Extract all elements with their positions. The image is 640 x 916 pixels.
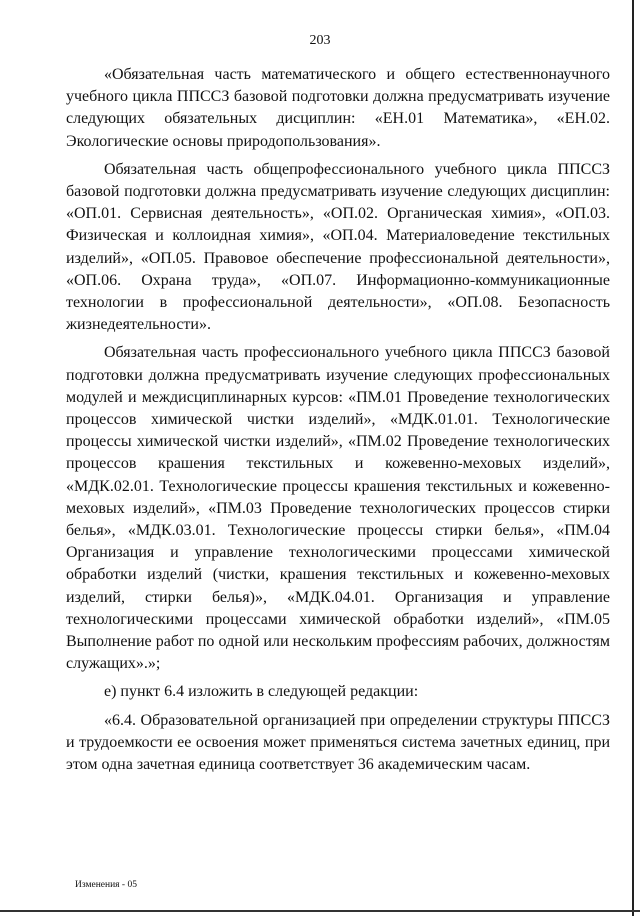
footer-note: Изменения - 05 [75,880,137,890]
body-text [66,64,610,776]
paragraph-general-professional-cycle: Обязательная часть общепрофессионального учебного цикла ППССЗ базовой подготовки должна предусматривать изучение следующих дисциплин: «ОП.01. Сервисная деятельность», «ОП.02. Органическая химия», «ОП.03. Физическая и коллоидная химия», «ОП.04. Материаловедение текстильных изделий», «ОП.05. Правовое обеспечение профессиональной деятельности», «ОП.06. Охрана труда», «ОП.07. Информационно-коммуникационные технологии в профессиональной деятельности», «ОП.08. Безопасность жизнедеятельности». [66,160,610,334]
paragraph-natural-science-cycle: «Обязательная часть математического и общего естественнонаучного учебного цикла ППССЗ базовой подготовки должна предусматривать изучение следующих обязательных дисциплин: «ЕН.01 Математика», «ЕН.02. Экологические основы природопользования». [66,66,610,150]
paragraph-clause-6-4: «6.4. Образовательной организацией при определении структуры ППССЗ и трудоемкости ее освоения может применяться система зачетных единиц, при этом одна зачетная единица соответствует 36 академическим часам. [66,711,610,774]
scan-edge-bottom [0,910,640,912]
scan-edge-right [632,0,634,916]
paragraph-professional-cycle: Обязательная часть профессионального учебного цикла ППССЗ базовой подготовки должна предусматривать изучение следующих профессиональных модулей и междисциплинарных курсов: «ПМ.01 Проведение технологических процессов химической чистки изделий», «МДК.01.01. Технологические процессы химической чистки изделий», «ПМ.02 Проведение технологических процессов крашения текстильных и кожевенно-меховых изделий», «МДК.02.01. Технологические процессы крашения текстильных и кожевенно-меховых изделий», «ПМ.03 Проведение технологических процессов стирки белья», «МДК.03.01. Технологические процессы стирки белья», «ПМ.04 Организация и управление технологическими процессами химической обработки изделий (чистки, крашения текстильных и кожевенно-меховых изделий, стирки белья)», «МДК.04.01. Организация и управление технологическими процессами химической обработки изделий», «ПМ.05 Выполнение работ по одной или нескольким профессиям рабочих, должностям служащих».»; [66,344,610,673]
paragraph-item-e: е) пункт 6.4 изложить в следующей редакции: [104,683,419,701]
page-number: 203 [309,33,331,48]
